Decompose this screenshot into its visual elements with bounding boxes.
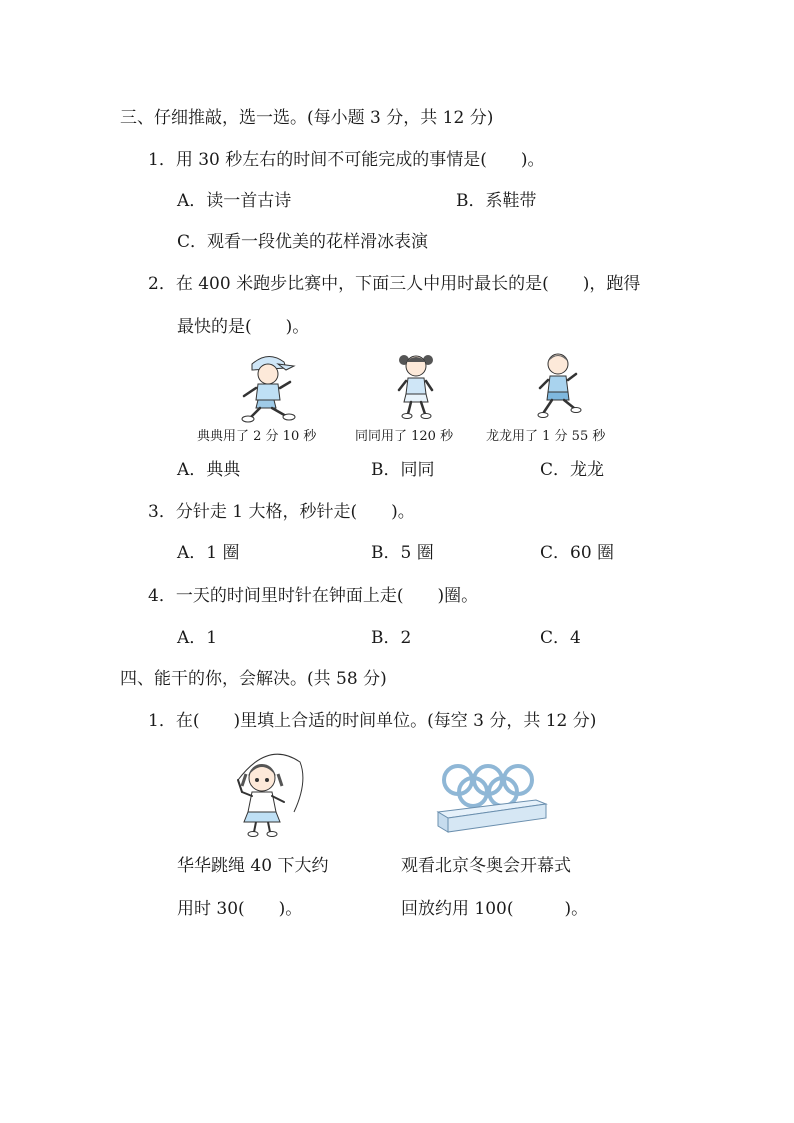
q2-option-a[interactable]: A．典典 <box>177 460 241 480</box>
q2-option-b[interactable]: B．同同 <box>371 460 435 480</box>
olympic-rings-illustration <box>436 760 548 834</box>
q1-stem: 1．用 30 秒左右的时间不可能完成的事情是( )。 <box>148 150 545 170</box>
q4-option-a[interactable]: A．1 <box>177 628 218 648</box>
runner-tongtong-caption: 同同用了 120 秒 <box>355 429 454 444</box>
runner-diandian-caption: 典典用了 2 分 10 秒 <box>197 429 317 444</box>
q3-option-b[interactable]: B．5 圈 <box>371 543 434 563</box>
q4-stem: 4．一天的时间里时针在钟面上走( )圈。 <box>148 586 479 606</box>
s4-q1-item1-line2: 用时 30( )。 <box>177 899 303 919</box>
runner-tongtong-illustration <box>396 350 436 420</box>
q4-option-b[interactable]: B．2 <box>371 628 412 648</box>
jump-rope-girl-illustration <box>228 752 310 838</box>
q1-option-c[interactable]: C．观看一段优美的花样滑冰表演 <box>177 232 429 252</box>
section3-heading: 三、仔细推敲，选一选。(每小题 3 分，共 12 分) <box>120 108 494 128</box>
section4-heading: 四、能干的你，会解决。(共 58 分) <box>120 669 387 689</box>
s4-q1-item2-line1: 观看北京冬奥会开幕式 <box>401 856 571 876</box>
q3-stem: 3．分针走 1 大格，秒针走( )。 <box>148 502 415 522</box>
q2-option-c[interactable]: C．龙龙 <box>540 460 605 480</box>
runner-longlong-caption: 龙龙用了 1 分 55 秒 <box>486 429 606 444</box>
q1-option-b[interactable]: B．系鞋带 <box>456 191 537 211</box>
q2-stem-line2: 最快的是( )。 <box>177 317 310 337</box>
s4-q1-item2-line2: 回放约用 100( )。 <box>401 899 589 919</box>
s4-q1-item1-line1: 华华跳绳 40 下大约 <box>177 856 329 876</box>
s4-q1-stem: 1．在( )里填上合适的时间单位。(每空 3 分，共 12 分) <box>148 711 597 731</box>
runner-diandian-illustration <box>238 350 300 424</box>
runner-longlong-illustration <box>536 350 582 422</box>
q4-option-c[interactable]: C．4 <box>540 628 581 648</box>
q3-option-a[interactable]: A．1 圈 <box>177 543 240 563</box>
q3-option-c[interactable]: C．60 圈 <box>540 543 615 563</box>
q2-stem-line1: 2．在 400 米跑步比赛中，下面三人中用时最长的是( )，跑得 <box>148 274 641 294</box>
q1-option-a[interactable]: A．读一首古诗 <box>177 191 292 211</box>
